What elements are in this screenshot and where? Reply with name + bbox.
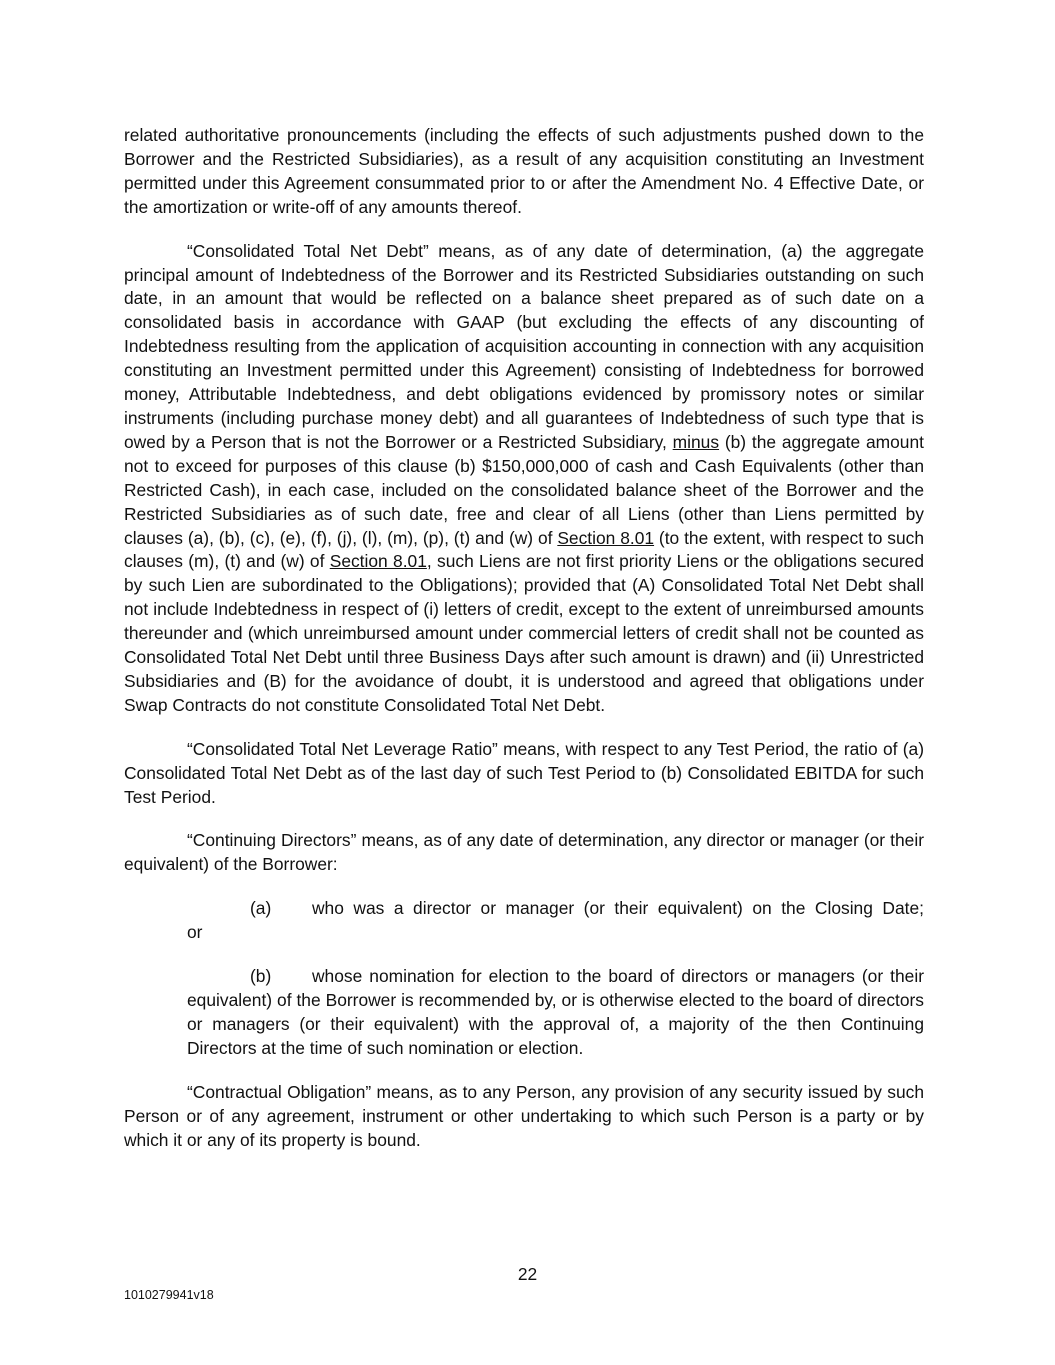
definition-consolidated-total-net-leverage-ratio: “Consolidated Total Net Leverage Ratio” means, with respect to any Test Period, the ratio of (a) Consolidated Total Net Debt as of the last day of such Test Period to (b) Consolidated EBITDA for such Test Period.: [124, 738, 924, 807]
clause-a-tail: or: [187, 922, 203, 943]
text-segment: (b) the aggregate amount not to exceed for purposes of this clause (b) $150,000,000 of cash and Cash Equivalents (other than Restricted Cash), in each case, included on the consolidated balance sheet of the Borrower and the Restricted Subsidiaries as of such date, free and clear of all Liens (other than Liens permitted by clauses (a), (b), (c), (e), (f), (j), (l), (m), (p), (t) and (w) of: [124, 431, 924, 548]
clause-a: [187, 897, 924, 945]
page-number: 22: [517, 1264, 538, 1284]
clause-b-text: whose nomination for election to the board of directors or managers (or their equivalent) of the Borrower is recommended by, or is otherwise elected to the board of directors or managers (or their equivalent) with the approval of, a majority of the then Continuing Directors at the time of such nomination or election.: [187, 966, 924, 1058]
definition-contractual-obligation: “Contractual Obligation” means, as to any Person, any provision of any security issued by such Person or of any agreement, instrument or other undertaking to which such Person is a party or by which it or any of its property is bound.: [124, 1081, 924, 1150]
clause-a-label: (a): [250, 898, 272, 919]
section-reference: Section 8.01: [329, 551, 427, 572]
document-id: 1010279941v18: [124, 1288, 214, 1302]
section-reference: Section 8.01: [557, 527, 655, 548]
text-segment: , such Liens are not first priority Liens or the obligations secured by such Lien are subordinated to the Obligations); provided that (A) Consolidated Total Net Debt shall not include Indebtedness in respect of (i) letters of credit, except to the extent of unreimbursed amounts thereunder and (which unreimbursed amount under commercial letters of credit shall not be counted as Consolidated Total Net Debt until three Business Days after such amount is drawn) and (ii) Unrestricted Subsidiaries and (B) for the avoidance of doubt, it is understood and agreed that obligations under Swap Contracts do not constitute Consolidated Total Net Debt.: [124, 551, 924, 715]
definition-continuing-directors: “Continuing Directors” means, as of any date of determination, any director or manager (or their equivalent) of the Borrower:: [124, 830, 924, 875]
document-body: [124, 124, 924, 1172]
paragraph-continuation: related authoritative pronouncements (including the effects of such adjustments pushed down to the Borrower and the Restricted Subsidiaries), as a result of any acquisition constituting an Investment permitted under this Agreement consummated prior to or after the Amendment No. 4 Effective Date, or the amortization or write-off of any amounts thereof.: [124, 125, 924, 217]
clause-a-line: [187, 897, 924, 921]
definition-consolidated-total-net-debt: [124, 240, 924, 718]
clause-b-label: (b): [250, 966, 272, 987]
clause-b: [187, 965, 924, 1061]
clause-a-text: who was a director or manager (or their equivalent) on the Closing Date;: [312, 898, 924, 919]
text-segment: “Consolidated Total Net Debt” means, as of any date of determination, (a) the aggregate principal amount of Indebtedness of the Borrower and its Restricted Subsidiaries outstanding on such date, in an amount that would be reflected on a balance sheet prepared as of such date on a consolidated basis in accordance with GAAP (but excluding the effects of any discounting of Indebtedness resulting from the application of acquisition accounting in connection with any acquisition constituting an Investment permitted under this Agreement) consisting of Indebtedness for borrowed money, Attributable Indebtedness, and debt obligations evidenced by promissory notes or similar instruments (including purchase money debt) and all guarantees of Indebtedness of such type that is owed by a Person that is not the Borrower or a Restricted Subsidiary,: [124, 240, 924, 452]
minus-term: minus: [672, 431, 720, 452]
text-segment: (to the extent, with respect to such clauses (m), (t) and (w) of: [124, 527, 924, 572]
